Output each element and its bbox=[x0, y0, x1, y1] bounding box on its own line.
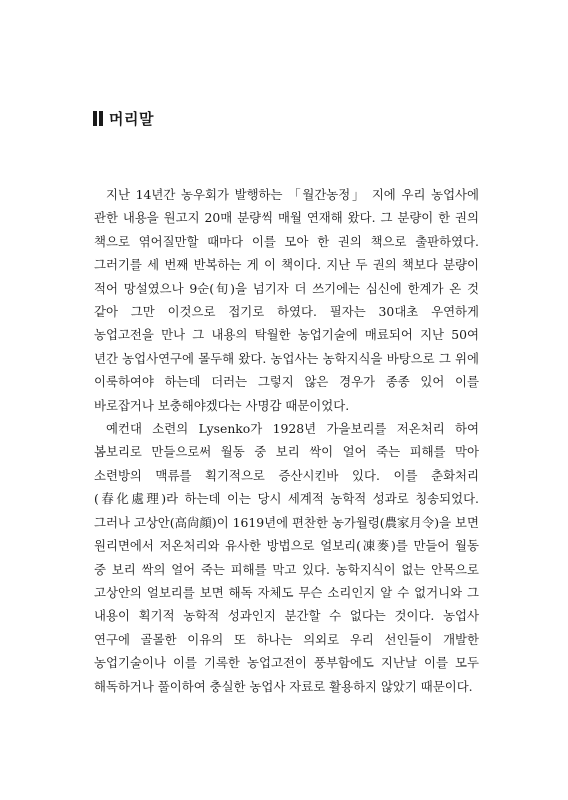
paragraph-2: 예컨대 소련의 Lysenko가 1928년 가을보리를 저온처리 하여 봄보리로 만들으로써 월동 중 보리 싹이 얼어 죽는 피해를 막아 소련방의 맥류를 획기적으로 증산시킨바 있다. 이를 춘화처리(春化處理)라 하는데 이는 당시 세계적 농학적 성과로 칭송되었다. 그러나 고상안(高尙顔)이 1619년에 편찬한 농가월령(農家月令)을 보면 원리면에서 저온처리와 유사한 방법으로 얼보리(凍麥)를 만들어 월동 중 보리 싹의 얼어 죽는 피해를 막고 있다. 농학지식이 없는 안목으로 고상안의 얼보리를 보면 해독 자체도 무슨 소리인지 알 수 없거니와 그 내용이 획기적 농학적 성과인지 분간할 수 없다는 것이다. 농업사 연구에 골몰한 이유의 또 하나는 의외로 우리 선인들이 개발한 농업기술이나 이를 기록한 농업고전이 풍부함에도 지난날 이를 모두 해독하거나 풀이하여 충실한 농업사 자료로 활용하지 않았기 때문이다. bbox=[94, 421, 479, 694]
paragraph-1: 지난 14년간 농우회가 발행하는 「월간농정」 지에 우리 농업사에 관한 내용을 원고지 20매 분량씩 매월 연재해 왔다. 그 분량이 한 권의 책으로 엮어질만할 때마다 이를 모아 한 권의 책으로 출판하였다. 그러기를 세 번째 반복하는 게 이 책이다. 지난 두 권의 책보다 분량이 적어 망설였으나 9순(旬)을 넘기자 더 쓰기에는 심신에 한계가 온 것 같아 그만 이것으로 접기로 하였다. 필자는 30대초 우연하게 농업고전을 만나 그 내용의 탁월한 농업기술에 매료되어 지난 50여 년간 농업사연구에 몰두해 왔다. 농업사는 농학지식을 바탕으로 그 위에 이룩하여야 하는데 더러는 그렇지 않은 경우가 종종 있어 이를 바로잡거나 보충해야겠다는 사명감 때문이었다. bbox=[94, 187, 479, 413]
preface-body bbox=[94, 183, 479, 698]
heading-bar-marker bbox=[93, 111, 97, 126]
page-title: 머리말 bbox=[109, 110, 154, 128]
section-heading bbox=[93, 108, 154, 129]
